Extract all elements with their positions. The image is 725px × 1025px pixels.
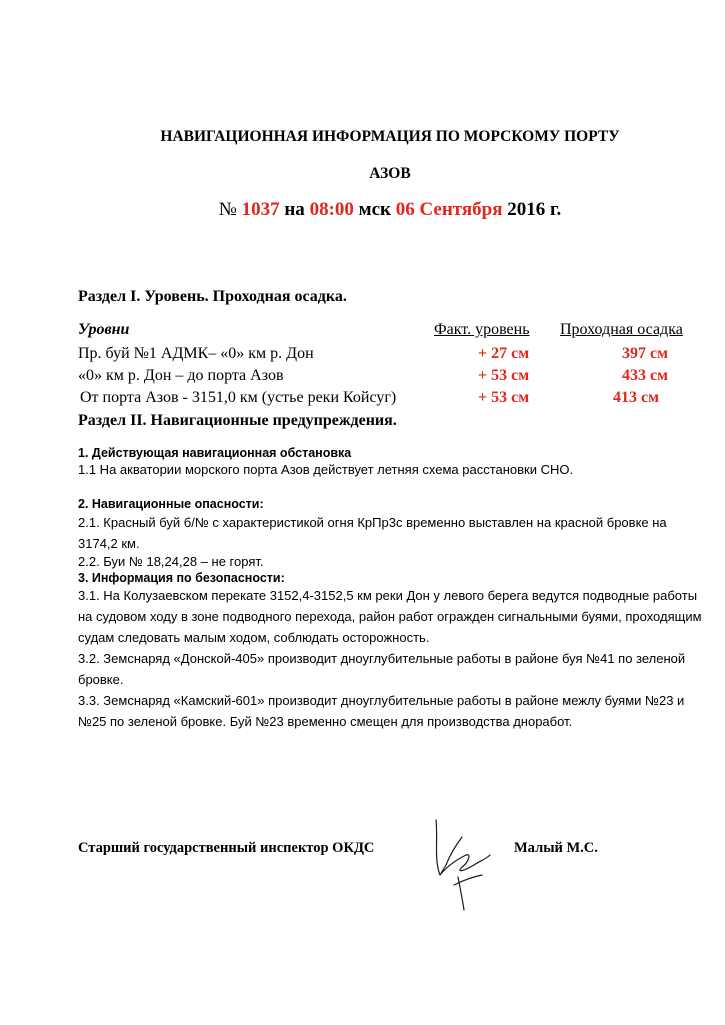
draft-header: Проходная осадка (560, 321, 683, 338)
port-name: АЗОВ (369, 165, 411, 182)
paragraph-2-2: 2.2. Буи № 18,24,28 – не горят. (78, 554, 264, 569)
level-row-draft: 433 см (622, 367, 668, 384)
paragraph-3-3: 3.3. Земснаряд «Камский-601» производит дноуглубительные работы в районе межлу буями №23 и №25 по зеленой бровке. Буй №23 временно смещен для производства дноработ. (78, 693, 685, 729)
number-sign: № (218, 199, 237, 220)
paragraph-3-2: 3.2. Земснаряд «Донской-405» производит дноуглубительные работы в районе буя №41 по зеленой бровке. (78, 651, 686, 687)
signer-position: Старший государственный инспектор ОКДС (78, 840, 375, 856)
on-word: на (284, 199, 305, 220)
subsection3-title: 3. Информация по безопасности: (78, 571, 285, 585)
signer-name: Малый М.С. (514, 840, 598, 856)
paragraph-3-1: 3.1. На Колузаевском перекате 3152,4-3152,5 км реки Дон у левого берега ведутся подводные работы на судовом ходу в зоне подводного перехода, район работ огражден сигнальными буями, проходящим судам следовать малым ходом, соблюдать осторожность. (78, 588, 702, 645)
subsection1-title: 1. Действующая навигационная обстановка (78, 446, 352, 460)
level-row-draft: 413 см (613, 389, 659, 406)
level-row-fact: + 53 см (478, 389, 530, 406)
paragraph-2-1: 2.1. Красный буй б/№ с характеристикой огня КрПр3с временно выставлен на красной бровке на 3174,2 км. (78, 515, 667, 551)
handwritten-signature (428, 815, 508, 915)
issue-year: 2016 г. (507, 199, 562, 220)
level-row-name: «0» км р. Дон – до порта Азов (78, 367, 284, 384)
issue-time: 08:00 (309, 199, 354, 220)
timezone: мск (358, 199, 391, 220)
levels-header: Уровни (78, 321, 130, 338)
level-row-name: От порта Азов - 3151,0 км (устье реки Койсуг) (80, 389, 397, 406)
document-title: НАВИГАЦИОННАЯ ИНФОРМАЦИЯ ПО МОРСКОМУ ПОРТУ (160, 128, 620, 145)
section1-title: Раздел I. Уровень. Проходная осадка. (78, 288, 347, 305)
fact-level-header: Факт. уровень (434, 321, 530, 338)
issue-date: 06 Сентября (395, 199, 503, 220)
issue-number: 1037 (241, 199, 280, 220)
section2-title: Раздел II. Навигационные предупреждения. (78, 412, 397, 429)
level-row-name: Пр. буй №1 АДМК– «0» км р. Дон (78, 345, 314, 362)
level-row-draft: 397 см (622, 345, 668, 362)
subsection1-text: 1.1 На акватории морского порта Азов действует летняя схема расстановки СНО. (78, 462, 574, 477)
issue-line (0, 199, 725, 221)
level-row-fact: + 27 см (478, 345, 530, 362)
level-row-fact: + 53 см (478, 367, 530, 384)
subsection2-title: 2. Навигационные опасности: (78, 497, 264, 511)
